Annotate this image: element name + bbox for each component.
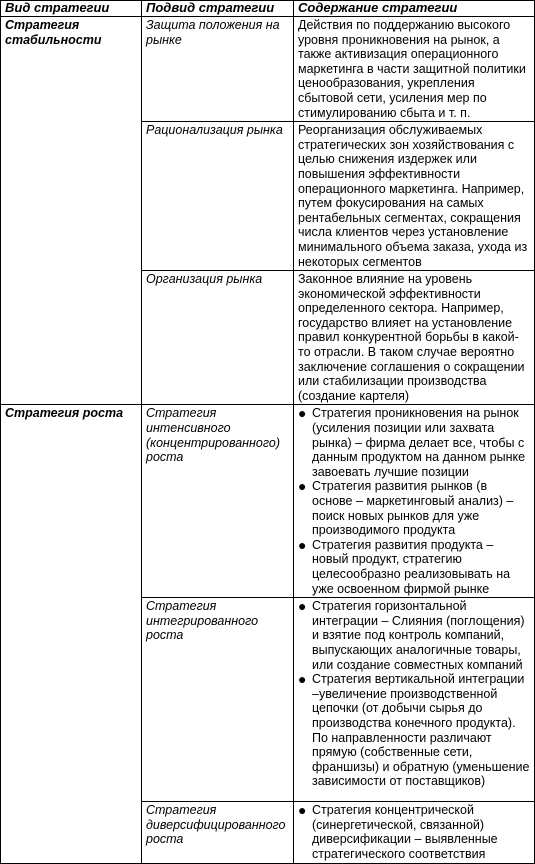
strategy-type-cell: Стратегия роста [1,405,142,863]
bullet-icon: ● [298,598,307,615]
bullet-text: Стратегия проникновения на рынок (усиления позиции или захвата рынка) – фирма делает все, чтобы с данным продуктом на данном рынке завоевать лучшие позиции [312,406,526,479]
bullet-icon: ● [298,478,307,495]
subtype-cell: Защита положения на рынке [142,17,294,122]
bullet-item [298,672,531,789]
bullet-text: Стратегия горизонтальной интеграции – Слияния (поглощения) и взятие под контроль компаний, выпускающих аналогичные товары, или создание совместных компаний [312,599,525,672]
bullet-text: Стратегия концентрической (синергетической, связанной) диверсификации – выявленные стратегического соответствия [312,803,498,861]
content-cell [294,802,535,863]
subtype-cell: Рационализация рынка [142,122,294,271]
subtype-cell: Организация рынка [142,271,294,405]
header-type: Вид стратегии [1,1,142,17]
bullet-icon: ● [298,405,307,422]
content-cell: Законное влияние на уровень экономической эффективности определенного сектора. Например, государство влияет на установление правил конкурентной борьбы в какой-то отрасли. В таком случае вероятно заключение соглашения о сокращении или стабилизации производства (создание картеля) [294,271,535,405]
table-header [1,1,535,17]
subtype-cell: Стратегия интегрированного роста [142,598,294,802]
content-cell [294,598,535,802]
content-cell: Реорганизация обслуживаемых стратегических зон хозяйствования с целью снижения издержек или повышения эффективности операционного маркетинга. Например, путем фокусирования на самых рентабельных сегментах, сокращения числа клиентов через установление минимального объема заказа, ухода из некоторых сегментов [294,122,535,271]
subtype-cell: Стратегия интенсивного (концентрированного) роста [142,405,294,598]
bullet-icon: ● [298,671,307,688]
content-cell [294,405,535,598]
bullet-item [298,406,531,479]
table-row [1,405,535,598]
bullet-item [298,803,531,861]
bullet-icon: ● [298,802,307,819]
bullet-text: Стратегия вертикальной интеграции –увеличение производственной цепочки (от добычи сырья до производства конечного продукта). По направленности различают прямую (собственные сети, франшизы) и обратную (уменьшение зависимости от поставщиков) [312,672,530,789]
content-cell: Действия по поддержанию высокого уровня проникновения на рынок, а также активизация операционного маркетинга в части защитной политики ценообразования, укрепления сбытовой сети, усиления мер по стимулированию сбыта и т. п. [294,17,535,122]
header-row [1,1,535,17]
subtype-cell: Стратегия диверсифицированного роста [142,802,294,863]
bullet-item [298,599,531,672]
table-row [1,17,535,122]
bullet-item [298,538,531,596]
strategy-type-cell: Стратегия стабильности [1,17,142,405]
bullet-text: Стратегия развития рынков (в основе – маркетинговый анализ) – поиск новых рынков для уже производимого продукта [312,479,514,538]
bullet-icon: ● [298,536,307,553]
header-subtype: Подвид стратегии [142,1,294,17]
bullet-item [298,479,531,537]
table-body [1,17,535,864]
header-content: Содержание стратегии [294,1,535,17]
bullet-text: Стратегия развития продукта – новый продукт, стратегию целесообразно реализовывать на уже освоенном фирмой рынке [312,537,511,596]
